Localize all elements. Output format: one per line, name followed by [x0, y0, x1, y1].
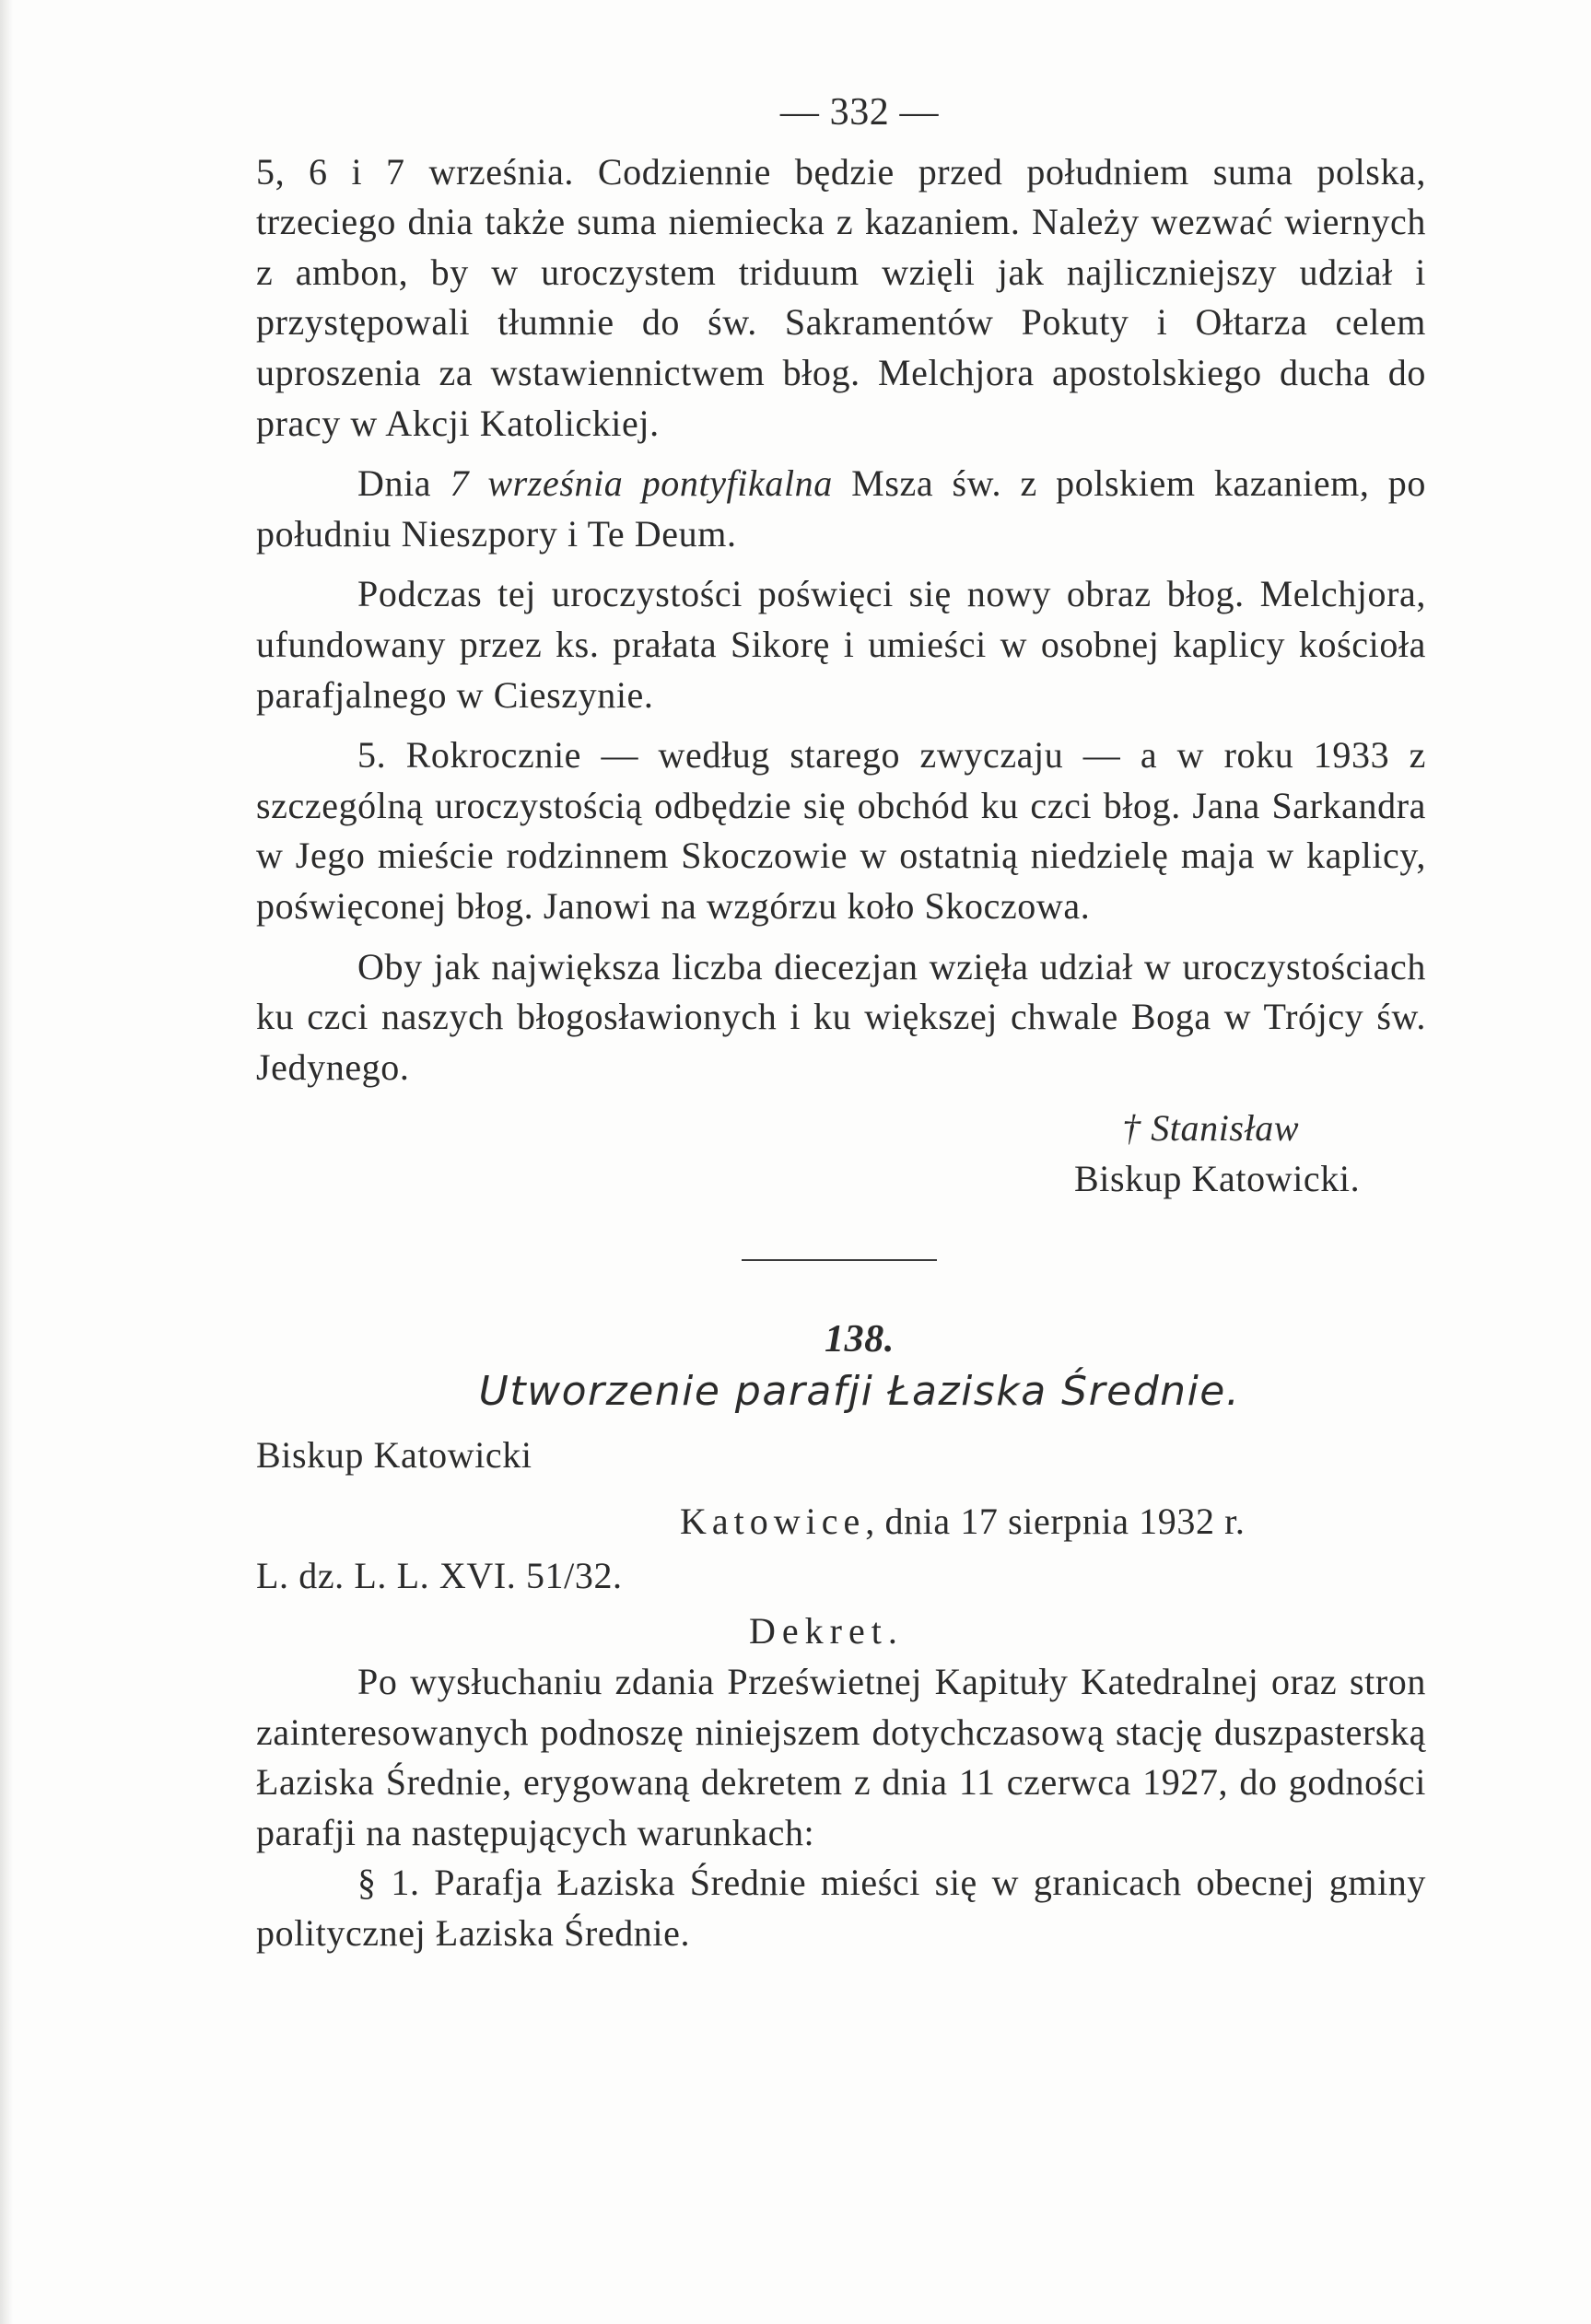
decree-heading: Dekret. [749, 1610, 904, 1652]
page-edge-shadow [0, 0, 13, 2324]
paragraph-new-painting: Podczas tej uroczystości poświęci się nowy obraz błog. Melchjora, ufundowany przez ks. prałata Sikorę i umieści w osobnej kaplicy kościoła parafjalnego w Cieszynie. [256, 573, 1426, 716]
page-content [256, 88, 1426, 1959]
paragraph-decree-body: Po wysłuchaniu zdania Prześwietnej Kapituły Katedralnej oraz stron zainteresowanych podnoszę niniejszem dotychczasową stację duszpasterską Łaziska Średnie, erygowaną dekretem z dnia 11 czerwca 1927, do godności parafji na następujących warunkach: [256, 1661, 1426, 1853]
section-divider [742, 1259, 937, 1261]
decree-reference-number: L. dz. L. L. XVI. 51/32. [256, 1554, 623, 1596]
mass-italic-text: 7 września pontyfikalna [450, 462, 833, 505]
paragraph-pontifical-mass [256, 459, 1426, 559]
paragraph-sarkander-celebration: 5. Rokrocznie — według starego zwyczaju — a w roku 1933 z szczególną uroczystością odbędzie się obchód ku czci błog. Jana Sarkandra w Jego mieście rodzinnem Skoczowie w ostatnią niedzielę maja w kaplicy, poświęconej błog. Janowi na wzgórzu koło Skoczowa. [256, 734, 1426, 927]
section-number: 138. [825, 1318, 895, 1361]
section-title: Utworzenie parafji Łaziska Średnie. [478, 1368, 1241, 1416]
mass-rest-text: Msza św. z polskiem kazaniem, po południu Nieszpory i Te Deum. [256, 462, 1426, 555]
paragraph-schedule: 5, 6 i 7 września. Codziennie będzie przed południem suma polska, trzeciego dnia także suma niemiecka z kazaniem. Należy wezwać wiernych z ambon, by w uroczystem triduum wzięli jak najliczniejszy udział i przystępowali tłumnie do św. Sakramentów Pokuty i Ołtarza celem uproszenia za wstawiennictwem błog. Melchjora apostolskiego ducha do pracy w Akcji Katolickiej. [256, 150, 1426, 444]
page-number: — 332 — [779, 91, 940, 134]
decree-date: , dnia 17 sierpnia 1932 r. [865, 1501, 1246, 1543]
signature-block [256, 1104, 1426, 1204]
paragraph-decree-section-1: § 1. Parafja Łaziska Średnie mieści się w granicach obecnej gminy politycznej Łaziska Średnie. [256, 1862, 1426, 1954]
mass-lead-text: Dnia [357, 462, 450, 505]
decree-place: Katowice [680, 1501, 866, 1543]
decree-place-date [256, 1497, 1426, 1547]
decree-issuer: Biskup Katowicki [256, 1433, 532, 1476]
paragraph-closing-wish: Oby jak największa liczba diecezjan wzięła udział w uroczystościach ku czci naszych błogosławionych i ku większej chwale Boga w Trójcy św. Jedynego. [256, 945, 1426, 1088]
signature-title: Biskup Katowicki. [1074, 1157, 1361, 1199]
signature-name: † Stanisław [1122, 1107, 1300, 1150]
